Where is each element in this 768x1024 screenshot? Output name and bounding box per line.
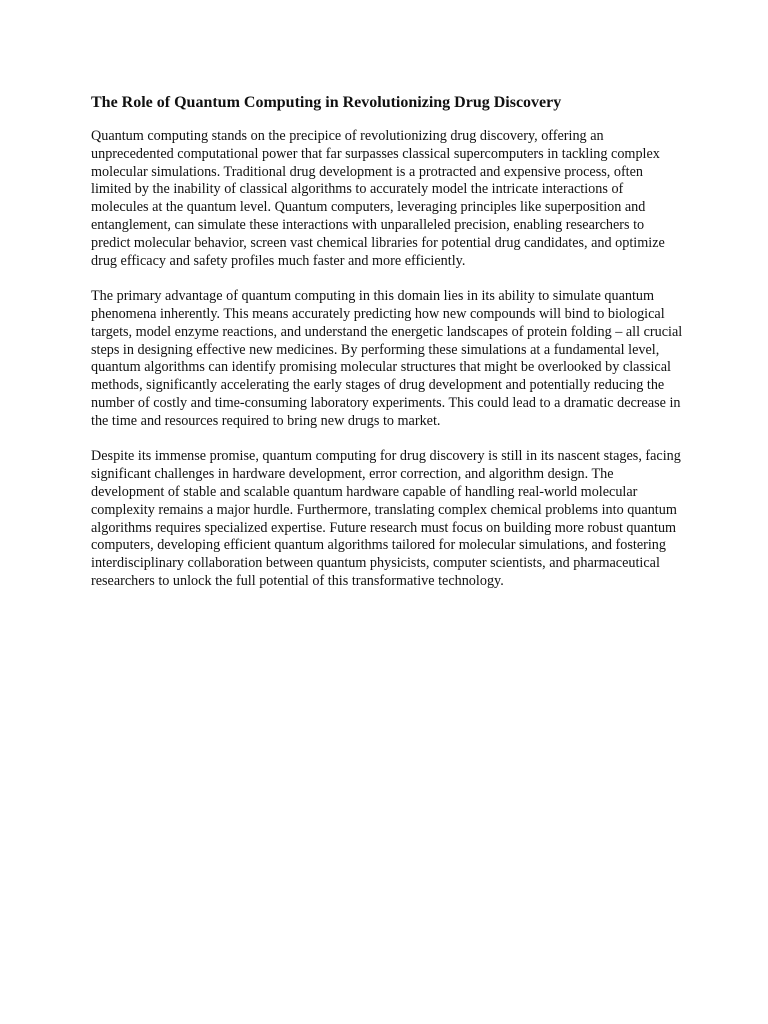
paragraph-2: The primary advantage of quantum computing in this domain lies in its ability to simulate quantum phenomena inherently. This means accurately predicting how new compounds will bind to biological targets, model enzyme reactions, and understand the energetic landscapes of protein folding – all crucial steps in designing effective new medicines. By performing these simulations at a fundamental level, quantum algorithms can identify promising molecular structures that might be overlooked by classical methods, significantly accelerating the early stages of drug development and potentially reducing the number of costly and time-consuming laboratory experiments. This could lead to a dramatic decrease in the time and resources required to bring new drugs to market. xyxy=(91,288,683,429)
document-title: The Role of Quantum Computing in Revolutionizing Drug Discovery xyxy=(91,94,562,111)
paragraph-1: Quantum computing stands on the precipice of revolutionizing drug discovery, offering an unprecedented computational power that far surpasses classical supercomputers in tackling complex molecular simulations. Traditional drug development is a protracted and expensive process, often limited by the inability of classical algorithms to accurately model the intricate interactions of molecules at the quantum level. Quantum computers, leveraging principles like superposition and entanglement, can simulate these interactions with unparalleled precision, enabling researchers to predict molecular behavior, screen vast chemical libraries for potential drug candidates, and optimize drug efficacy and safety profiles much faster and more efficiently. xyxy=(91,128,665,269)
paragraph-3: Despite its immense promise, quantum computing for drug discovery is still in its nascent stages, facing significant challenges in hardware development, error correction, and algorithm design. The development of stable and scalable quantum hardware capable of handling real-world molecular complexity remains a major hurdle. Furthermore, translating complex chemical problems into quantum algorithms requires specialized expertise. Future research must focus on building more robust quantum computers, developing efficient quantum algorithms tailored for molecular simulations, and fostering interdisciplinary collaboration between quantum physicists, computer scientists, and pharmaceutical researchers to unlock the full potential of this transformative technology. xyxy=(91,448,681,589)
document-body xyxy=(91,93,683,609)
